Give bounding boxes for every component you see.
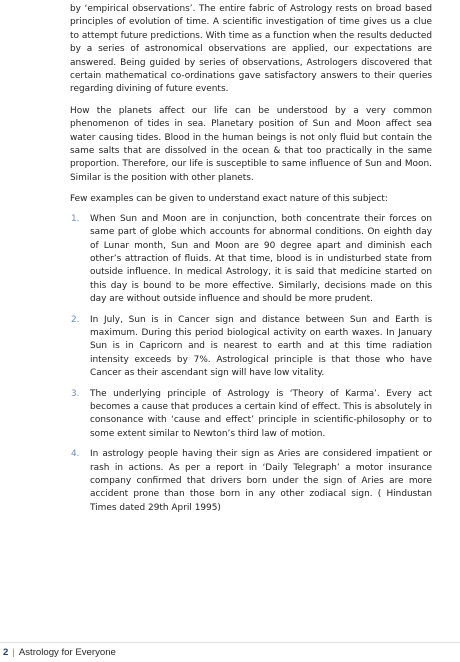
list-item xyxy=(70,448,432,515)
list-item-number: 3. xyxy=(71,388,80,399)
book-title: Astrology for Everyone xyxy=(18,647,116,658)
paragraph-empirical-observations: by ‘empirical observations’. The entire fabric of Astrology rests on broad based principles of evolution of time. A scientific investigation of time gives us a clue to attempt future predictions. With time as a function when the results deducted by a series of astronomical observations are applied, our expectations are answered. Being guided by series of observations, Astrologers discovered that certain mathematical co-ordinations gave satisfactory answers to their queries regarding divining of future events. xyxy=(70,4,432,95)
list-item-number: 2. xyxy=(71,314,80,325)
body-text xyxy=(70,3,432,522)
list-item-text: In astrology people having their sign as Aries are considered impatient or rash in actions. As per a report in ‘Daily Telegraph’ a motor insurance company confirmed that drivers born under the sign of Aries are more accident prone than those born in any other zodiacal sign. ( Hindustan Times dated 29th April 1995) xyxy=(90,449,432,513)
page-footer xyxy=(0,636,460,662)
page-number: 2 xyxy=(3,647,9,658)
examples-list xyxy=(70,213,432,516)
footer-divider xyxy=(0,642,460,643)
list-item xyxy=(70,388,432,442)
list-item-number: 4. xyxy=(71,449,80,460)
list-item xyxy=(70,213,432,307)
footer-line xyxy=(3,647,116,658)
list-item-text: The underlying principle of Astrology is ‘Theory of Karma’. Every act becomes a cause that produces a certain kind of effect. This is absolutely in consonance with ‘cause and effect’ principle in scientific-philosophy or to some extent similar to Newton’s third law of motion. xyxy=(90,388,432,439)
list-item xyxy=(70,314,432,381)
paragraph-tides: How the planets affect our life can be understood by a very common phenomenon of tides in sea. Planetary position of Sun and Moon affect sea water causing tides. Blood in the human beings is not only fluid but contain the same salts that are dissolved in the ocean & that too practically in the same proportion. Therefore, our life is susceptible to same influence of Sun and Moon. Similar is the position with other planets. xyxy=(70,105,432,183)
list-item-text: When Sun and Moon are in conjunction, both concentrate their forces on same part of globe which accounts for abnormal conditions. On eighth day of Lunar month, Sun and Moon are 90 degree apart and diminish each other’s attraction of fluids. At that time, blood is in undisturbed state from outside influence. In medical Astrology, it is said that medicine started on this day is bound to be more effective. Similarly, decisions made on this day are without outside influence and should be more prudent. xyxy=(90,213,432,305)
list-intro: Few examples can be given to understand exact nature of this subject: xyxy=(70,194,388,205)
list-item-text: In July, Sun is in Cancer sign and distance between Sun and Earth is maximum. During this period biological activity on earth waxes. In January Sun is in Capricorn and is nearest to earth and at this time radiation intensity exceeds by 7%. Astrological principle is that those who have Cancer as their ascendant sign will have low vitality. xyxy=(90,314,432,379)
list-item-number: 1. xyxy=(71,213,80,224)
footer-separator: | xyxy=(12,647,15,658)
